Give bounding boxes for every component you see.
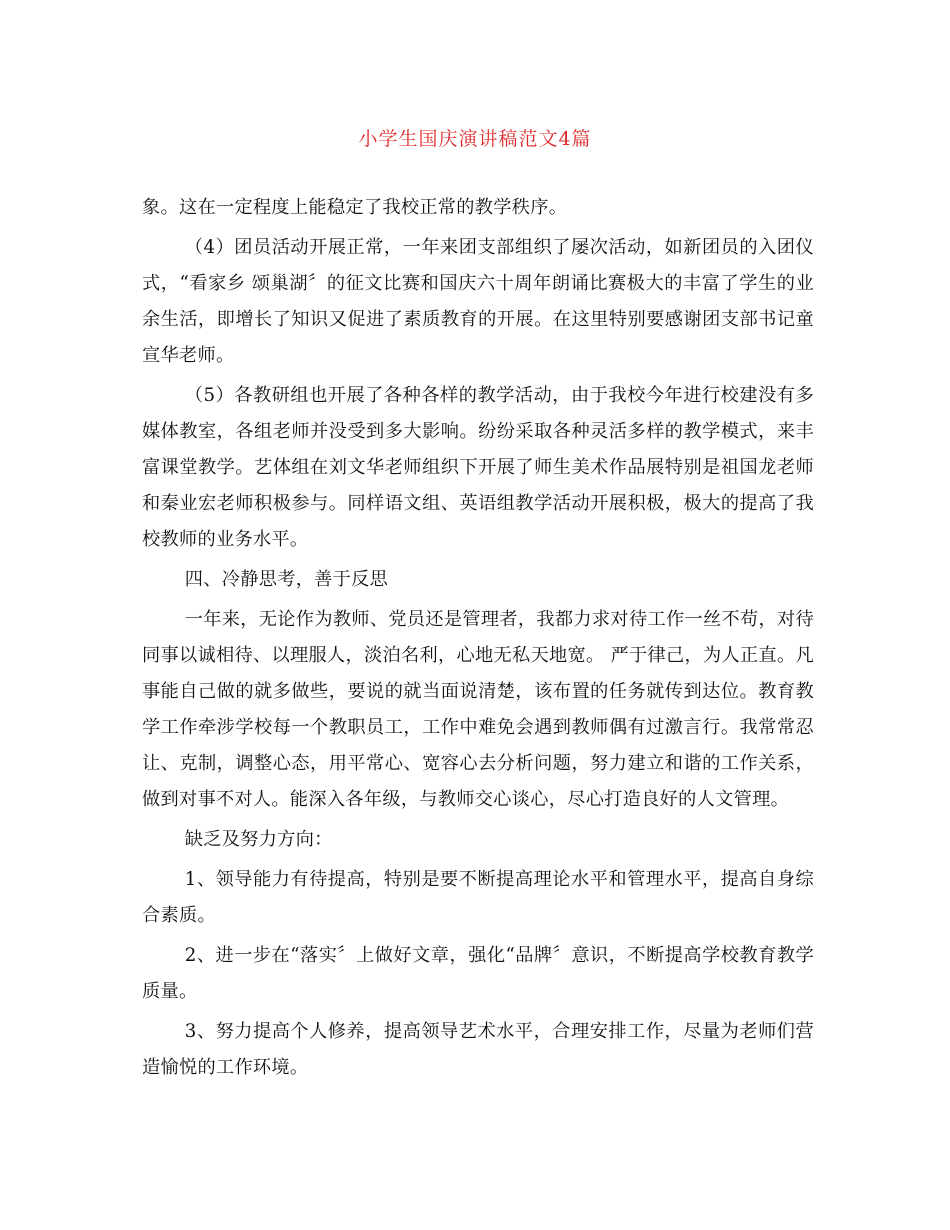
paragraph-item-4: （4）团员活动开展正常，一年来团支部组织了屡次活动，如新团员的入团仪式，“看家乡 颂巢湖〞的征文比赛和国庆六十周年朗诵比赛极大的丰富了学生的业余生活，即增长了知识又促进了素质教育的开展。在这里特别要感谢团支部书记童宣华老师。 [142,237,814,366]
list-item-2: 2、进一步在“落实〞上做好文章，强化“品牌〞意识，不断提高学校教育教学质量。 [142,945,814,1002]
document-body [142,190,814,1086]
section-heading: 四、冷静思考，善于反思 [184,569,389,590]
paragraph-reflection: 一年来，无论作为教师、党员还是管理者，我都力求对待工作一丝不苟，对待同事以诚相待、以理服人，淡泊名利，心地无私天地宽。 严于律己，为人正直。凡事能自己做的就多做些，要说的就当面说清楚，该布置的任务就传到达位。教育教学工作牵涉学校每一个教职员工，工作中难免会遇到教师偶有过激言行。我常常忍让、克制，调整心态，用平常心、宽容心去分析问题，努力建立和谐的工作关系，做到对事不对人。能深入各年级，与教师交心谈心，尽心打造良好的人文管理。 [142,609,814,810]
shortcomings-heading: 缺乏及努力方向： [184,829,333,850]
list-item-3: 3、努力提高个人修养，提高领导艺术水平，合理安排工作，尽量为老师们营造愉悦的工作环境。 [142,1021,814,1078]
paragraph-item-5: （5）各教研组也开展了各种各样的教学活动，由于我校今年进行校建没有多媒体教室，各组老师并没受到多大影响。纷纷采取各种灵活多样的教学模式，来丰富课堂教学。艺体组在刘文华老师组织下开展了师生美术作品展特别是祖国龙老师和秦业宏老师积极参与。同样语文组、英语组教学活动开展积极，极大的提高了我校教师的业务水平。 [142,385,814,550]
paragraph-continuation: 象。这在一定程度上能稳定了我校正常的教学秩序。 [142,197,568,218]
document-title: 小学生国庆演讲稿范文4篇 [358,128,592,150]
list-item-1: 1、领导能力有待提高，特别是要不断提高理论水平和管理水平，提高自身综合素质。 [142,869,814,926]
